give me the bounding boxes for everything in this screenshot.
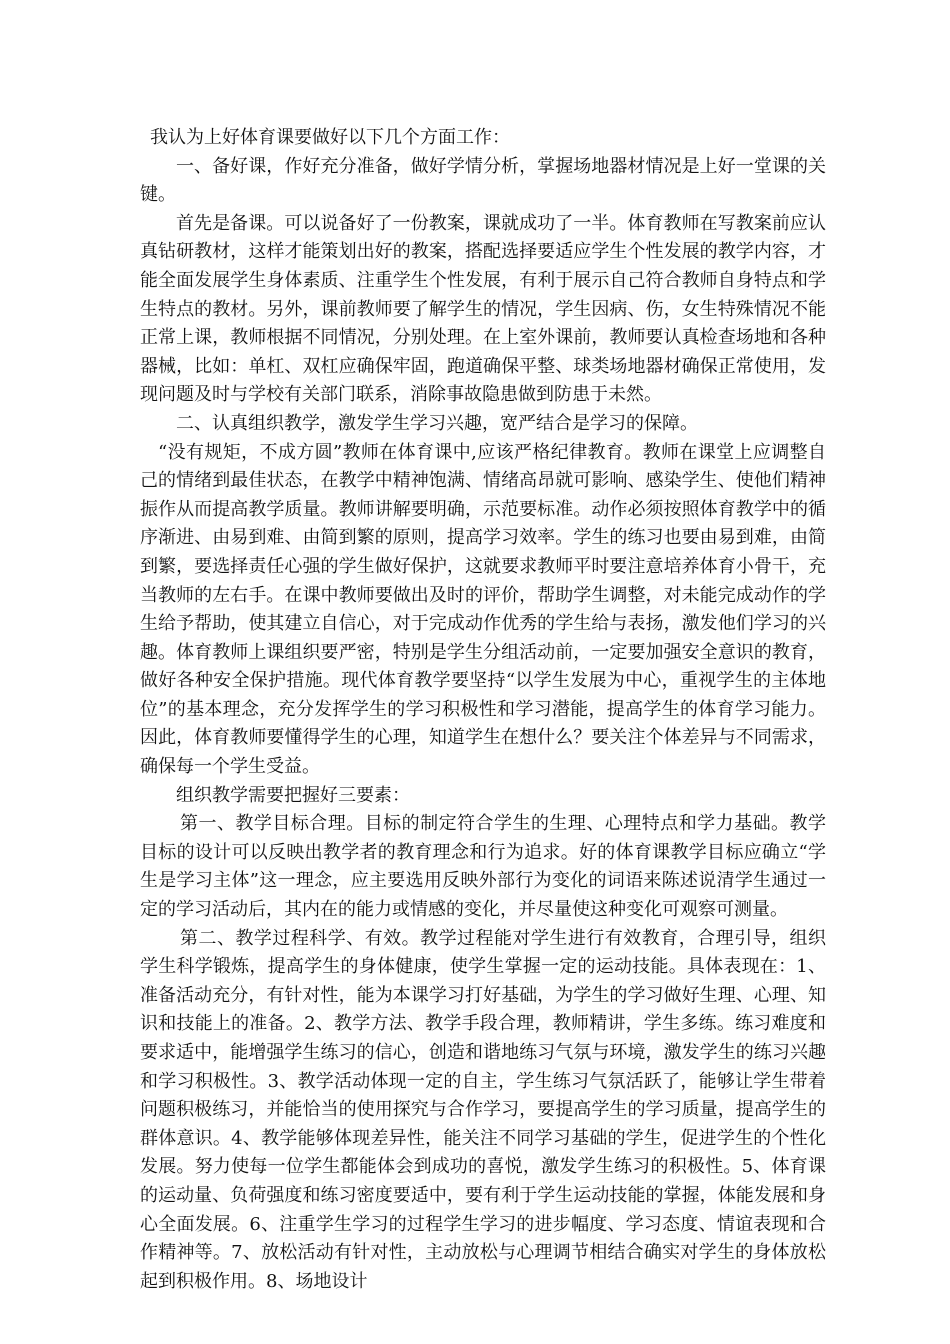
classroom-organization-paragraph: “没有规矩，不成方圆”教师在体育课中,应该严格纪律教育。教师在课堂上应调整自己的情绪到最佳状态，在教学中精神饱满、情绪高昂就可影响、感染学生、使他们精神振作从而提高教学质量。教师讲解要明确，示范要标准。动作必须按照体育教学中的循序渐进、由易到难、由简到繁的原则，提高学习效率。学生的练习也要由易到难，由简到繁，要选择责任心强的学生做好保护，这就要求教师平时要注意培养体育小骨干，充当教师的左右手。在课中教师要做出及时的评价，帮助学生调整，对未能完成动作的学生给予帮助，使其建立自信心，对于完成动作优秀的学生给与表扬，激发他们学习的兴趣。体育教师上课组织要严密，特别是学生分组活动前，一定要加强安全意识的教育，做好各种安全保护措施。现代体育教学要坚持“以学生发展为中心，重视学生的主体地位”的基本理念，充分发挥学生的学习积极性和学习潜能，提高学生的体育学习能力。因此，体育教师要懂得学生的心理，知道学生在想什么？要关注个体差异与不同需求，确保每一个学生受益。 xyxy=(140,441,826,778)
document-body xyxy=(140,124,826,1296)
three-elements-heading: 组织教学需要把握好三要素： xyxy=(176,784,410,806)
lesson-preparation-paragraph: 首先是备课。可以说备好了一份教案，课就成功了一半。体育教师在写教案前应认真钻研教材，这样才能策划出好的教案，搭配选择要适应学生个性发展的教学内容，才能全面发展学生身体素质、注重学生个性发展，有利于展示自己符合教师自身特点和学生特点的教材。另外，课前教师要了解学生的情况，学生因病、伤，女生特殊情况不能正常上课，教师根据不同情况，分别处理。在上室外课前，教师要认真检查场地和各种器械，比如：单杠、双杠应确保牢固，跑道确保平整、球类场地器材确保正常使用，发现问题及时与学校有关部门联系，消除事故隐患做到防患于未然。 xyxy=(140,212,826,406)
teaching-process-paragraph: 第二、教学过程科学、有效。教学过程能对学生进行有效教育，合理引导，组织学生科学锻炼，提高学生的身体健康，使学生掌握一定的运动技能。具体表现在：1、准备活动充分，有针对性，能为本课学习打好基础，为学生的学习做好生理、心理、知识和技能上的准备。2、教学方法、教学手段合理，教师精讲，学生多练。练习难度和要求适中，能增强学生练习的信心，创造和谐地练习气氛与环境，激发学生的练习兴趣和学习积极性。3、教学活动体现一定的自主，学生练习气氛活跃了，能够让学生带着问题积极练习，并能恰当的使用探究与合作学习，要提高学生的学习质量，提高学生的群体意识。4、教学能够体现差异性，能关注不同学习基础的学生，促进学生的个性化发展。努力使每一位学生都能体会到成功的喜悦，激发学生练习的积极性。5、体育课的运动量、负荷强度和练习密度要适中，要有利于学生运动技能的掌握，体能发展和身心全面发展。6、注重学生学习的过程学生学习的进步幅度、学习态度、情谊表现和合作精神等。7、放松活动有针对性，主动放松与心理调节相结合确实对学生的身体放松起到积极作用。8、场地设计 xyxy=(140,927,826,1292)
intro-paragraph: 我认为上好体育课要做好以下几个方面工作： xyxy=(150,127,510,148)
teaching-goals-paragraph: 第一、教学目标合理。目标的制定符合学生的生理、心理特点和学力基础。教学目标的设计可以反映出教学者的教育理念和行为追求。好的体育课教学目标应确立“学生是学习主体”这一理念，应主要选用反映外部行为变化的词语来陈述说清学生通过一定的学习活动后，其内在的能力或情感的变化，并尽量使这种变化可观察可测量。 xyxy=(140,813,826,921)
section-heading-1: 一、备好课，作好充分准备，做好学情分析，掌握场地器材情况是上好一堂课的关键。 xyxy=(140,155,826,206)
section-heading-2: 二、认真组织教学，激发学生学习兴趣，宽严结合是学习的保障。 xyxy=(176,412,698,434)
